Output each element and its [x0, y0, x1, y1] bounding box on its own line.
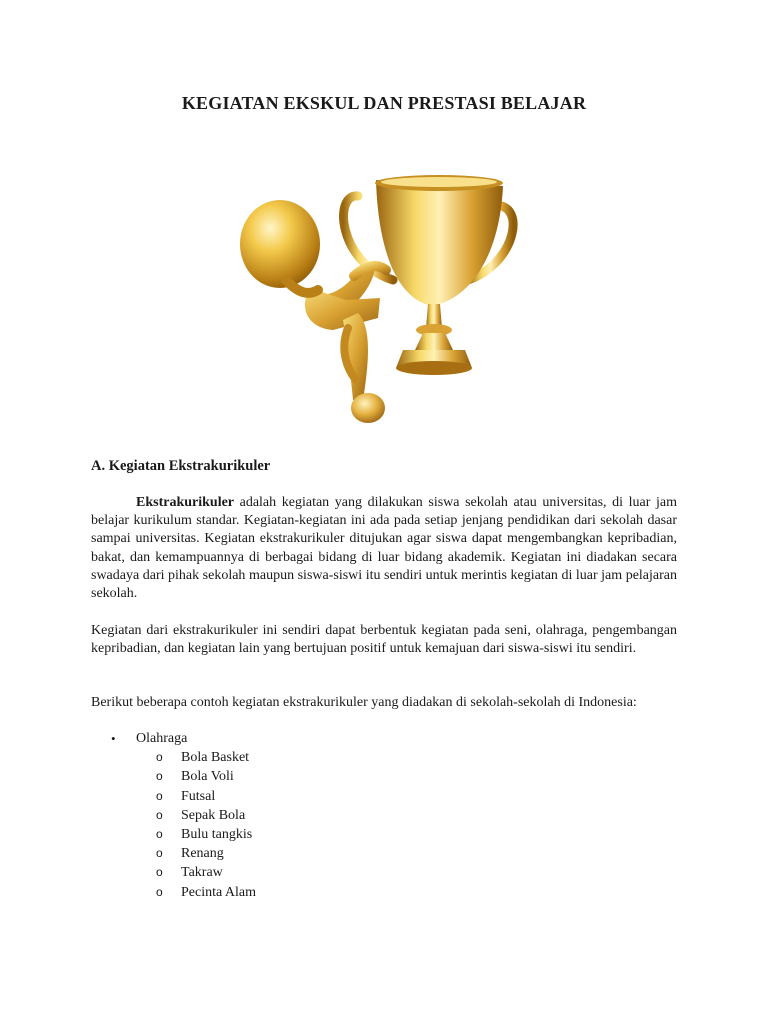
paragraph-examples-intro: Berikut beberapa contoh kegiatan ekstrakurikuler yang diadakan di sekolah-sekolah di Indonesia:	[91, 695, 637, 710]
circle-bullet-icon: o	[156, 846, 163, 861]
list-item	[136, 883, 256, 902]
list-item	[136, 748, 256, 767]
list-item-label: Sepak Bola	[181, 807, 246, 823]
circle-bullet-icon: o	[156, 827, 163, 842]
term-ekstrakurikuler: Ekstrakurikuler	[136, 495, 235, 510]
paragraph-definition-text: adalah kegiatan yang dilakukan siswa sekolah atau universitas, di luar jam belajar kurikulum standar. Kegiatan-kegiatan ini ada pada setiap jenjang pendidikan dari sekolah dasar sampai universitas. Kegiatan ekstrakurikuler ditujukan agar siswa dapat mengembangkan kepribadian, bakat, dan kemampuannya di berbagai bidang di luar bidang akademik. Kegiatan ini diadakan secara swadaya dari pihak sekolah maupun siswa-siswi itu sendiri untuk merintis kegiatan di luar jam pelajaran sekolah.	[91, 495, 677, 602]
circle-bullet-icon: o	[156, 865, 163, 880]
page-title: KEGIATAN EKSKUL DAN PRESTASI BELAJAR	[181, 93, 587, 113]
bullet-icon: •	[111, 731, 116, 746]
list-item-label: Bulu tangkis	[181, 827, 253, 843]
list-item-label: Renang	[181, 846, 224, 862]
list-item-label: Bola Voli	[181, 769, 234, 785]
paragraph-definition	[91, 494, 677, 603]
list-item	[136, 806, 256, 825]
list-item-label: Pecinta Alam	[181, 884, 257, 900]
list-item	[136, 825, 256, 844]
list-item-label: Bola Basket	[181, 750, 250, 766]
list-item-category	[91, 729, 256, 902]
circle-bullet-icon: o	[156, 807, 163, 822]
category-label: Olahraga	[136, 731, 188, 746]
list-item	[136, 863, 256, 882]
list-item	[136, 787, 256, 806]
section-heading-a: A. Kegiatan Ekstrakurikuler	[91, 458, 271, 474]
list-item	[136, 767, 256, 786]
list-item-label: Futsal	[181, 788, 216, 804]
list-item	[136, 844, 256, 863]
circle-bullet-icon: o	[156, 788, 163, 803]
paragraph-forms: Kegiatan dari ekstrakurikuler ini sendiri dapat berbentuk kegiatan pada seni, olahraga, pengembangan kepribadian, dan kegiatan lain yang bertujuan positif untuk kemajuan dari siswa-siswi itu sendiri.	[91, 623, 677, 657]
list-item-label: Takraw	[181, 865, 223, 881]
sport-sublist	[136, 748, 256, 902]
circle-bullet-icon: o	[156, 750, 163, 765]
gold-trophy-figure-icon	[228, 168, 540, 440]
circle-bullet-icon: o	[156, 884, 163, 899]
activity-list	[91, 729, 256, 902]
circle-bullet-icon: o	[156, 769, 163, 784]
